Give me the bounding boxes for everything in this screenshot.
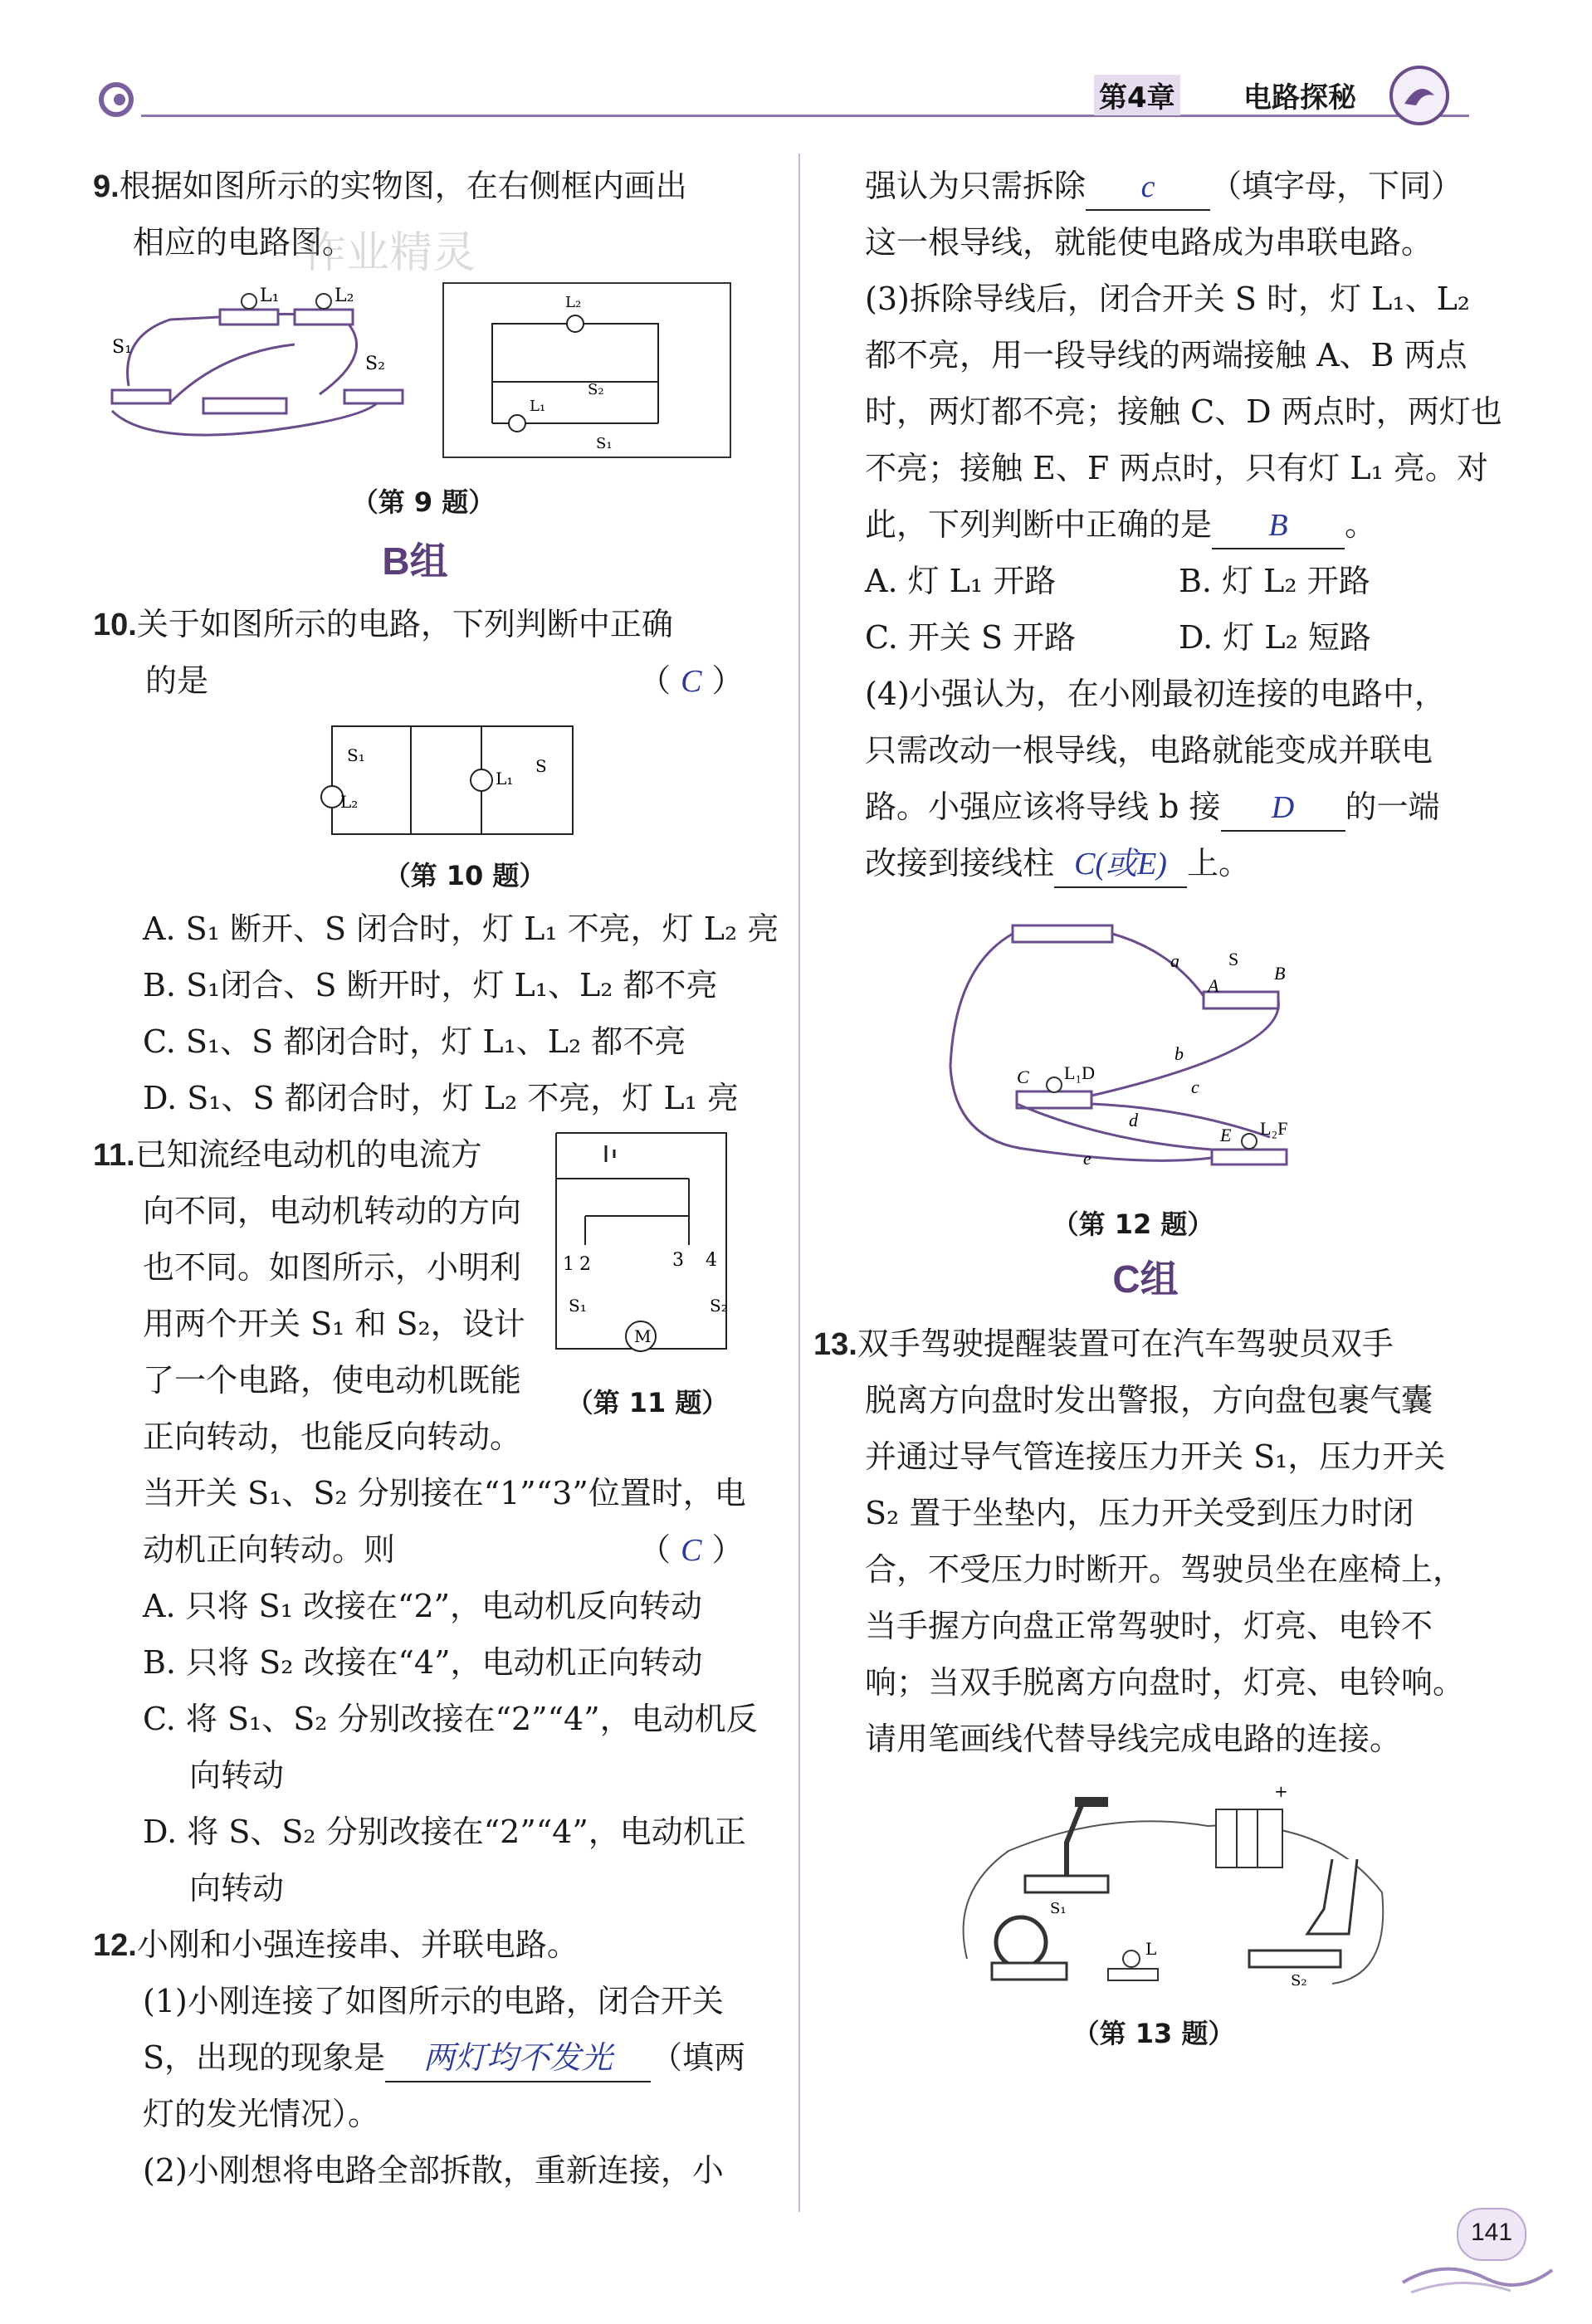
q10-answer-bracket: （ C ） — [639, 662, 744, 699]
svg-text:S: S — [535, 756, 547, 776]
q12-r11: 路。小强应该将导线 b 接 D 的一端 — [865, 779, 1440, 835]
q12-r1: 强认为只需拆除 c （填字母，下同） — [865, 158, 1463, 214]
svg-text:L₂F: L₂F — [1260, 1118, 1288, 1139]
q9-line2: 相应的电路图。 — [133, 224, 354, 261]
q9-line1: 9.根据如图所示的实物图，在右侧框内画出 — [93, 168, 687, 204]
q12-r5: 时，两灯都不亮；接触 C、D 两点时，两灯也 — [865, 393, 1502, 430]
q13-line3: 并通过导气管连接压力开关 S₁，压力开关 — [865, 1438, 1446, 1475]
q12-caption: （第 12 题） — [1052, 1208, 1214, 1240]
footer-wave-icon — [1394, 2249, 1560, 2299]
svg-text:L₁D: L₁D — [1064, 1062, 1095, 1083]
q13-line4: S₂ 置于坐垫内，压力开关受到压力时闭 — [865, 1495, 1414, 1531]
q13-line8: 请用笔画线代替导线完成电路的连接。 — [865, 1721, 1402, 1757]
column-divider — [798, 154, 800, 2212]
svg-text:C: C — [1017, 1067, 1029, 1087]
q12-r12: 改接到接线柱 C(或E) 上。 — [865, 835, 1250, 891]
q10-option-a: A. S₁ 断开、S 闭合时，灯 L₁ 不亮，灯 L₂ 亮 — [143, 911, 779, 947]
q13-caption: （第 13 题） — [1072, 2018, 1235, 2049]
svg-text:S₁: S₁ — [569, 1296, 587, 1316]
q13-line5: 合，不受压力时断开。驾驶员坐在座椅上， — [865, 1551, 1465, 1588]
q10-line2: 的是 — [145, 662, 209, 699]
q13-line6: 当手握方向盘正常驾驶时，灯亮、电铃不 — [865, 1608, 1433, 1644]
q12-r2: 这一根导线，就能使电路成为串联电路。 — [865, 224, 1433, 261]
page-number: 141 — [1457, 2208, 1526, 2261]
q12-p1b: S，出现的现象是 两灯均不发光 （填两 — [143, 2029, 745, 2086]
q11-motor-circuit — [548, 1129, 739, 1353]
q12-opt-c: C. 开关 S 开路 — [865, 619, 1077, 656]
q11-line4: 用两个开关 S₁ 和 S₂，设计 — [143, 1306, 525, 1342]
svg-text:3: 3 — [672, 1250, 684, 1271]
q12-p1a: (1)小刚连接了如图所示的电路，闭合开关 — [143, 1983, 724, 2019]
group-b-heading: B组 — [382, 540, 448, 583]
svg-text:S₁: S₁ — [596, 435, 613, 452]
q11-line8: 动机正向转动。则 — [143, 1531, 396, 1568]
q13-line1: 13.双手驾驶提醒装置可在汽车驾驶员双手 — [813, 1326, 1394, 1362]
svg-text:L₂: L₂ — [565, 294, 582, 311]
q11-line2: 向不同，电动机转动的方向 — [143, 1193, 522, 1229]
q12-opt-b: B. 灯 L₂ 开路 — [1179, 563, 1370, 599]
q11-line6: 正向转动，也能反向转动。 — [143, 1418, 522, 1455]
svg-text:L₂: L₂ — [335, 286, 354, 306]
svg-text:L: L — [1145, 1939, 1157, 1959]
q10-caption: （第 10 题） — [383, 860, 546, 891]
q12-r6: 不亮；接触 E、F 两点时，只有灯 L₁ 亮。对 — [865, 450, 1488, 486]
svg-text:b: b — [1174, 1043, 1184, 1064]
q12-p1c: 灯的发光情况）。 — [143, 2096, 380, 2132]
q11-line3: 也不同。如图所示，小明利 — [143, 1249, 522, 1286]
svg-text:E: E — [1220, 1125, 1232, 1145]
q12-answer-3: B — [1268, 508, 1288, 543]
svg-text:2: 2 — [579, 1254, 591, 1275]
q11-option-d-cont: 向转动 — [189, 1870, 285, 1907]
q12-opt-d: D. 灯 L₂ 短路 — [1179, 619, 1371, 656]
q9-physical-circuit — [95, 286, 444, 452]
q11-option-c-cont: 向转动 — [189, 1757, 285, 1794]
q13-line2: 脱离方向盘时发出警报，方向盘包裹气囊 — [865, 1382, 1433, 1418]
chapter-badge: 第4章 — [1094, 75, 1180, 115]
q10-line1: 10.关于如图所示的电路，下列判断中正确 — [93, 606, 673, 642]
q12-answer-4: D — [1271, 790, 1295, 825]
q12-r10: 只需改动一根导线，电路就能变成并联电 — [865, 732, 1433, 769]
svg-text:S₁: S₁ — [1050, 1900, 1067, 1917]
q12-answer-2: c — [1140, 169, 1155, 204]
q12-answer-5: C(或E) — [1074, 847, 1167, 881]
q10-option-c: C. S₁、S 都闭合时，灯 L₁、L₂ 都不亮 — [143, 1023, 686, 1060]
svg-text:S₁: S₁ — [112, 337, 132, 358]
svg-text:B: B — [1274, 963, 1286, 984]
svg-text:S₁: S₁ — [347, 745, 365, 765]
svg-text:S: S — [1228, 949, 1239, 969]
svg-text:+: + — [1274, 1781, 1288, 1801]
q10-option-b: B. S₁闭合、S 断开时，灯 L₁、L₂ 都不亮 — [143, 967, 718, 1003]
q12-r4: 都不亮，用一段导线的两端接触 A、B 两点 — [865, 337, 1467, 374]
q11-option-b: B. 只将 S₂ 改接在“4”，电动机正向转动 — [143, 1644, 703, 1681]
q12-p2a: (2)小刚想将电路全部拆散，重新连接，小 — [143, 2152, 724, 2189]
svg-text:e: e — [1083, 1148, 1091, 1169]
q12-r7: 此，下列判断中正确的是 B 。 — [865, 496, 1376, 553]
svg-text:a: a — [1170, 950, 1179, 971]
svg-text:S₂: S₂ — [710, 1296, 728, 1316]
watermark: 作业精灵 — [303, 228, 476, 278]
q11-caption: （第 11 题） — [566, 1387, 729, 1418]
svg-text:L₁: L₁ — [530, 398, 546, 415]
q13-line7: 响；当双手脱离方向盘时，灯亮、电铃响。 — [865, 1664, 1465, 1701]
header — [91, 66, 1502, 124]
q10-circuit-diagram — [320, 718, 585, 851]
q11-line1: 11.已知流经电动机的电流方 — [93, 1136, 482, 1173]
swirl-icon — [91, 75, 149, 124]
q12-answer-1: 两灯均不发光 — [423, 2041, 613, 2076]
svg-text:S₂: S₂ — [365, 354, 385, 374]
svg-text:S₂: S₂ — [588, 381, 604, 398]
q11-option-c: C. 将 S₁、S₂ 分别改接在“2”“4”，电动机反 — [143, 1701, 758, 1737]
q13-device-diagram — [942, 1776, 1390, 2000]
q11-option-d: D. 将 S、S₂ 分别改接在“2”“4”，电动机正 — [143, 1814, 746, 1850]
svg-text:c: c — [1191, 1077, 1199, 1097]
q12-line1: 12.小刚和小强连接串、并联电路。 — [93, 1926, 579, 1963]
svg-text:A: A — [1208, 975, 1219, 996]
q9-answer-diagram — [442, 282, 733, 461]
svg-text:M: M — [634, 1326, 652, 1346]
svg-text:4: 4 — [706, 1250, 717, 1271]
q11-option-a: A. 只将 S₁ 改接在“2”，电动机反向转动 — [143, 1588, 703, 1624]
q9-caption: （第 9 题） — [351, 486, 496, 518]
q12-r3: (3)拆除导线后，闭合开关 S 时，灯 L₁、L₂ — [865, 281, 1471, 317]
svg-text:1: 1 — [563, 1254, 574, 1275]
q11-answer-bracket: （ C ） — [639, 1531, 744, 1568]
group-c-heading: C组 — [1112, 1257, 1179, 1301]
q12-opt-a: A. 灯 L₁ 开路 — [865, 563, 1057, 599]
svg-text:L₁: L₁ — [496, 769, 514, 788]
svg-text:L₂: L₂ — [340, 792, 359, 812]
chapter-title: 电路探秘 — [1243, 81, 1356, 115]
svg-text:L₁: L₁ — [260, 286, 280, 306]
q12-r9: (4)小强认为，在小刚最初连接的电路中， — [865, 676, 1446, 712]
q11-line5: 了一个电路，使电动机既能 — [143, 1362, 522, 1399]
logo-icon — [1386, 62, 1453, 129]
svg-text:d: d — [1129, 1110, 1138, 1130]
q12-physical-circuit — [938, 901, 1320, 1174]
q11-line7: 当开关 S₁、S₂ 分别接在“1”“3”位置时，电 — [143, 1475, 746, 1511]
q10-option-d: D. S₁、S 都闭合时，灯 L₂ 不亮，灯 L₁ 亮 — [143, 1080, 739, 1116]
svg-text:S₂: S₂ — [1291, 1972, 1307, 1990]
